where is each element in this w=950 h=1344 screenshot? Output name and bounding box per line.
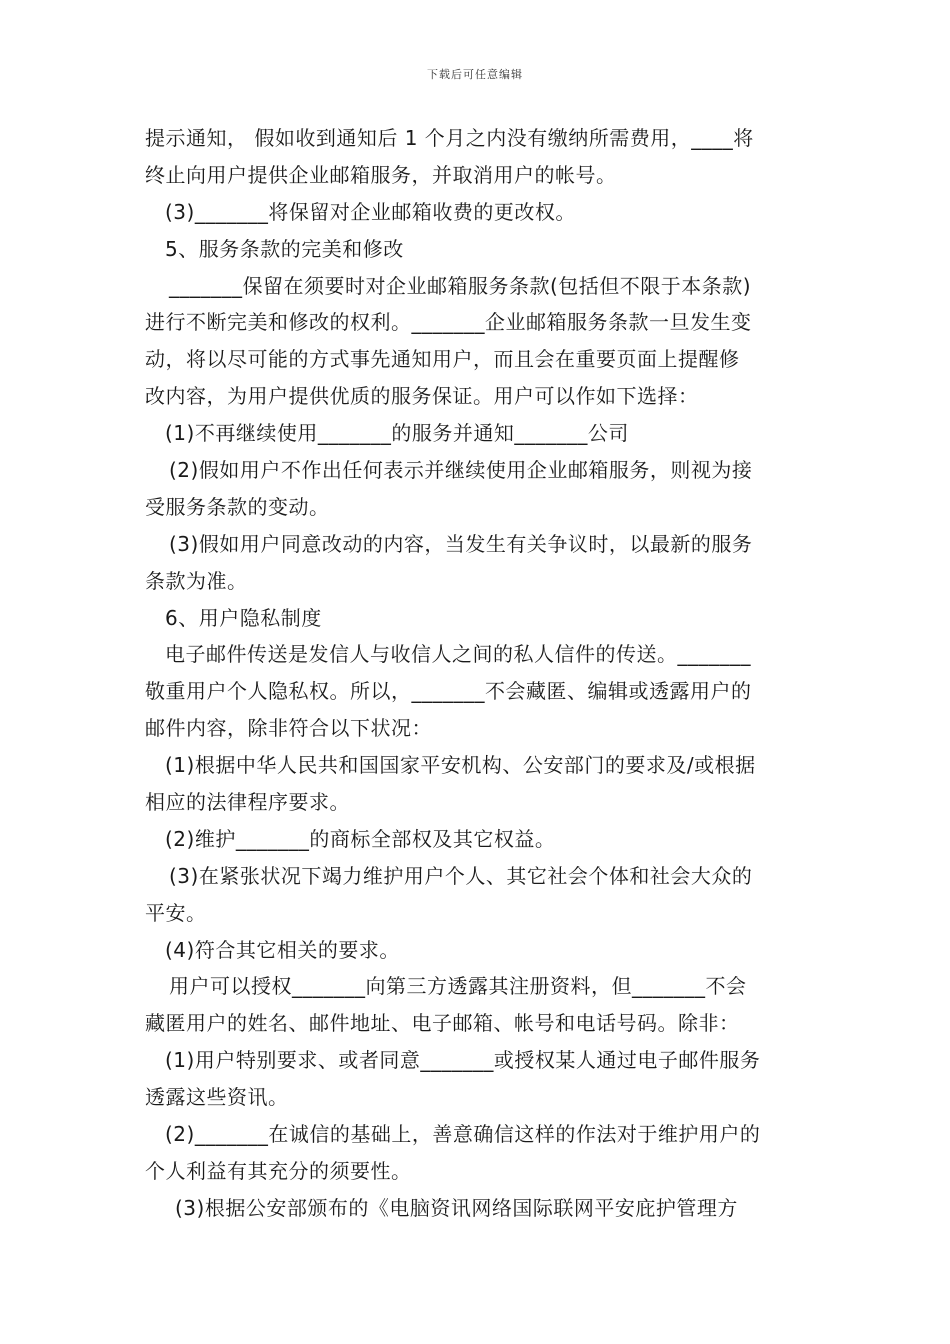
text-line: 个人利益有其充分的须要性。 xyxy=(145,1158,412,1183)
text-line: (2)_______在诚信的基础上，善意确信这样的作法对于维护用户的 xyxy=(165,1122,761,1147)
text-line: 5、服务条款的完美和修改 xyxy=(165,236,404,261)
text-line: (3)假如用户同意改动的内容，当发生有关争议时，以最新的服务 xyxy=(169,531,753,556)
text-line: 用户可以授权_______向第三方透露其注册资料，但_______不会 xyxy=(169,974,747,999)
text-line: 平安。 xyxy=(145,900,207,925)
text-line: 提示通知， 假如收到通知后 1 个月之内没有缴纳所需费用，____将 xyxy=(145,126,754,150)
text-line: 邮件内容，除非符合以下状况： xyxy=(145,716,432,741)
text-line: _______保留在须要时对企业邮箱服务条款(包括但不限于本条款) xyxy=(169,273,752,298)
text-line: (1)不再继续使用_______的服务并通知_______公司 xyxy=(165,421,629,446)
text-line: 电子邮件传送是发信人与收信人之间的私人信件的传送。_______ xyxy=(165,642,751,667)
text-line: (1)根据中华人民共和国国家平安机构、公安部门的要求及/或根据 xyxy=(165,753,756,778)
page-header: 下载后可任意编辑 xyxy=(427,68,523,81)
text-line: (2)假如用户不作出任何表示并继续使用企业邮箱服务，则视为接 xyxy=(169,458,753,483)
text-line: 相应的法律程序要求。 xyxy=(145,790,350,815)
text-line: (2)维护_______的商标全部权及其它权益。 xyxy=(165,826,556,851)
text-line: 条款为准。 xyxy=(145,568,248,593)
text-line: (3)在紧张状况下竭力维护用户个人、其它社会个体和社会大众的 xyxy=(169,863,753,888)
text-line: 进行不断完美和修改的权利。_______企业邮箱服务条款一旦发生变 xyxy=(145,310,752,335)
text-line: 改内容，为用户提供优质的服务保证。用户可以作如下选择： xyxy=(145,384,699,409)
text-line: 敬重用户个人隐私权。所以，_______不会藏匿、编辑或透露用户的 xyxy=(145,679,752,704)
text-line: (4)符合其它相关的要求。 xyxy=(165,937,400,962)
text-line: (3)_______将保留对企业邮箱收费的更改权。 xyxy=(165,199,576,224)
text-line: 受服务条款的变动。 xyxy=(145,494,330,519)
text-line: 终止向用户提供企业邮箱服务，并取消用户的帐号。 xyxy=(145,162,617,187)
text-line: 动，将以尽可能的方式事先通知用户，而且会在重要页面上提醒修 xyxy=(145,347,740,372)
text-line: 透露这些资讯。 xyxy=(145,1085,289,1110)
text-line: 藏匿用户的姓名、邮件地址、电子邮箱、帐号和电话号码。除非： xyxy=(145,1011,740,1036)
text-line: (1)用户特别要求、或者同意_______或授权某人通过电子邮件服务 xyxy=(165,1048,761,1073)
document-body xyxy=(145,120,813,1227)
text-line: 6、用户隐私制度 xyxy=(165,605,322,630)
text-line: (3)根据公安部颁布的《电脑资讯网络国际联网平安庇护管理方 xyxy=(175,1195,738,1220)
